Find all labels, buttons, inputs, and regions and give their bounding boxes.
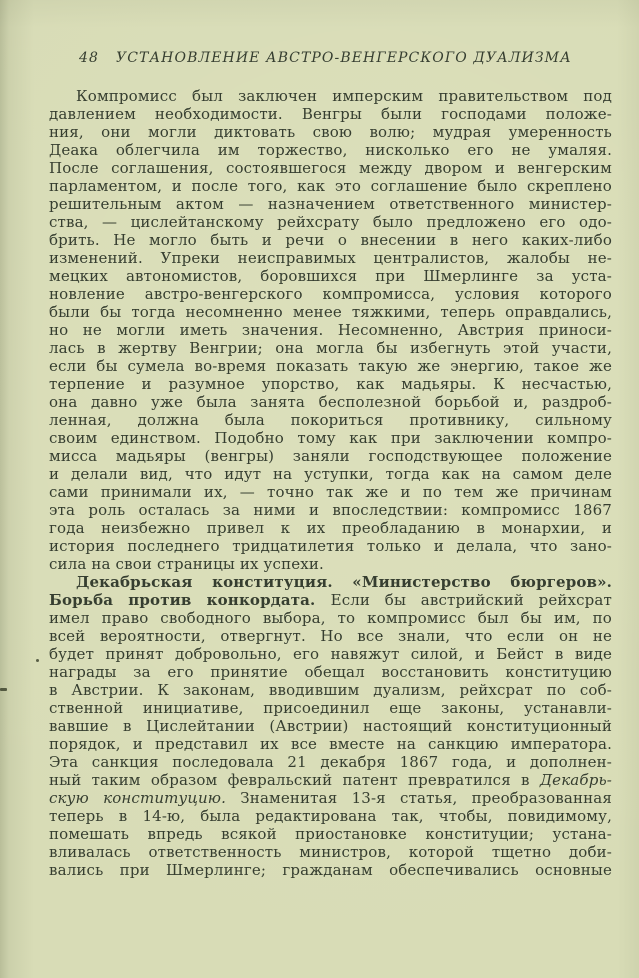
text-line [49,195,612,213]
text-run: в Австрии. К законам, вводившим дуализм, рейхсрат по соб- [49,681,612,699]
text-run: изменений. Упреки неисправимых централистов, жалобы не- [49,249,612,267]
text-line [49,717,612,735]
text-line [49,429,612,447]
text-line [49,753,612,771]
text-line [49,267,612,285]
text-run: ный таким образом февральский патент превратился в [49,771,540,789]
text-run: Деака облегчила им торжество, нисколько его не умаляя. [49,141,612,159]
text-run: будет принят добровольно, его навяжут силой, и Бейст в виде [49,645,612,663]
text-line [49,231,612,249]
text-line [49,285,612,303]
page-number: 48 [79,50,100,66]
text-run: всей вероятности, отвергнут. Но все знали, что если он не [49,627,612,645]
text-run: парламентом, и после того, как это соглашение было скреплено [49,177,612,195]
text-line [49,105,612,123]
text-line [49,177,612,195]
text-line [49,501,612,519]
text-run: Если бы австрийский рейхсрат [330,591,612,609]
text-run: она давно уже была занята бесполезной борьбой и, раздроб- [49,393,612,411]
italic-run: Декабрь- [539,771,612,789]
text-line [49,465,612,483]
text-run: ственной инициативе, присоединил еще законы, устанавли- [49,699,612,717]
text-line [49,483,612,501]
text-run: своим единством. Подобно тому как при заключении компро- [49,429,612,447]
text-run: лась в жертву Венгрии; она могла бы избегнуть этой участи, [49,339,612,357]
text-run: После соглашения, состоявшегося между двором и венгерским [49,159,612,177]
italic-run: скую конституцию. [49,789,227,807]
text-line [49,663,612,681]
text-line [49,861,612,879]
text-line [49,843,612,861]
text-run: ства, — цислейтанскому рейхсрату было предложено его одо- [49,213,612,231]
text-run: вавшие в Цислейтании (Австрии) настоящий конституционный [49,717,612,735]
bold-run: Декабрьская конституция. «Министерство бюргеров». [76,573,612,591]
text-line [49,627,612,645]
scan-speck-dot [36,659,39,662]
text-run: ленная, должна была покориться противнику, сильному [49,411,612,429]
text-run: мецких автономистов, боровшихся при Шмерлинге за уста- [49,267,612,285]
text-run: эта роль осталась за ними и впоследствии: компромисс 1867 [49,501,612,519]
text-run: если бы сумела во-время показать такую же энергию, такое же [49,357,612,375]
text-run: Эта санкция последовала 21 декабря 1867 года, и дополнен- [49,753,612,771]
text-line [49,393,612,411]
text-run: были бы тогда несомненно менее тяжкими, теперь оправдались, [49,303,612,321]
text-run: имел право свободного выбора, то компромисс был бы им, по [49,609,612,627]
text-line [49,699,612,717]
text-line [49,537,612,555]
text-run: сами принимали их, — точно так же и по тем же причинам [49,483,612,501]
text-run: вливалась ответственность министров, которой тщетно доби- [49,843,612,861]
text-run: Компромисс был заключен имперским правительством под [76,87,612,105]
text-line [49,573,612,591]
text-line [49,807,612,825]
text-run: новление австро-венгерского компромисса, условия которого [49,285,612,303]
text-line [49,645,612,663]
text-line [49,339,612,357]
text-line [49,87,612,105]
text-run: брить. Не могло быть и речи о внесении в него каких-либо [49,231,612,249]
text-line [49,447,612,465]
text-line [49,681,612,699]
bold-run: Борьба против конкордата. [49,591,331,609]
text-line [49,213,612,231]
text-run: помешать впредь всякой приостановке конституции; устана- [49,825,612,843]
text-run: и делали вид, что идут на уступки, тогда как на самом деле [49,465,612,483]
text-line [49,591,612,609]
text-run: года неизбежно привел к их преобладанию в монархии, и [49,519,612,537]
text-line [49,411,612,429]
text-line [49,321,612,339]
text-run: терпение и разумное упорство, как мадьяры. К несчастью, [49,375,612,393]
text-run: решительным актом — назначением ответственного министер- [49,195,612,213]
text-line [49,141,612,159]
text-line [49,519,612,537]
text-run: давлением необходимости. Венгры были господами положе- [49,105,612,123]
text-line [49,735,612,753]
scan-speck-dash [0,688,7,691]
text-line [49,375,612,393]
body-text [49,87,612,879]
text-line [49,789,612,807]
text-run: история последнего тридцатилетия только и делала, что зано- [49,537,612,555]
text-line [49,123,612,141]
text-run: сила на свои страницы их успехи. [49,555,324,573]
text-line [49,609,612,627]
text-run: Знаменитая 13-я статья, преобразованная [226,789,612,807]
text-run: вались при Шмерлинге; гражданам обеспечивались основные [49,861,612,879]
text-line [49,303,612,321]
text-line [49,249,612,267]
text-run: ния, они могли диктовать свою волю; мудрая умеренность [49,123,612,141]
running-header [79,50,612,66]
text-run: награды за его принятие обещал восстановить конституцию [49,663,612,681]
text-run: но не могли иметь значения. Несомненно, Австрия приноси- [49,321,612,339]
text-run: мисса мадьяры (венгры) заняли господствующее положение [49,447,612,465]
text-run: порядок, и представил их все вместе на санкцию императора. [49,735,612,753]
text-line [49,159,612,177]
text-line [49,555,612,573]
text-line [49,825,612,843]
text-run: теперь в 14-ю, была редактирована так, чтобы, повидимому, [49,807,612,825]
running-title: УСТАНОВЛЕНИЕ АВСТРО-ВЕНГЕРСКОГО ДУАЛИЗМА [116,50,572,66]
text-line [49,357,612,375]
text-line [49,771,612,789]
